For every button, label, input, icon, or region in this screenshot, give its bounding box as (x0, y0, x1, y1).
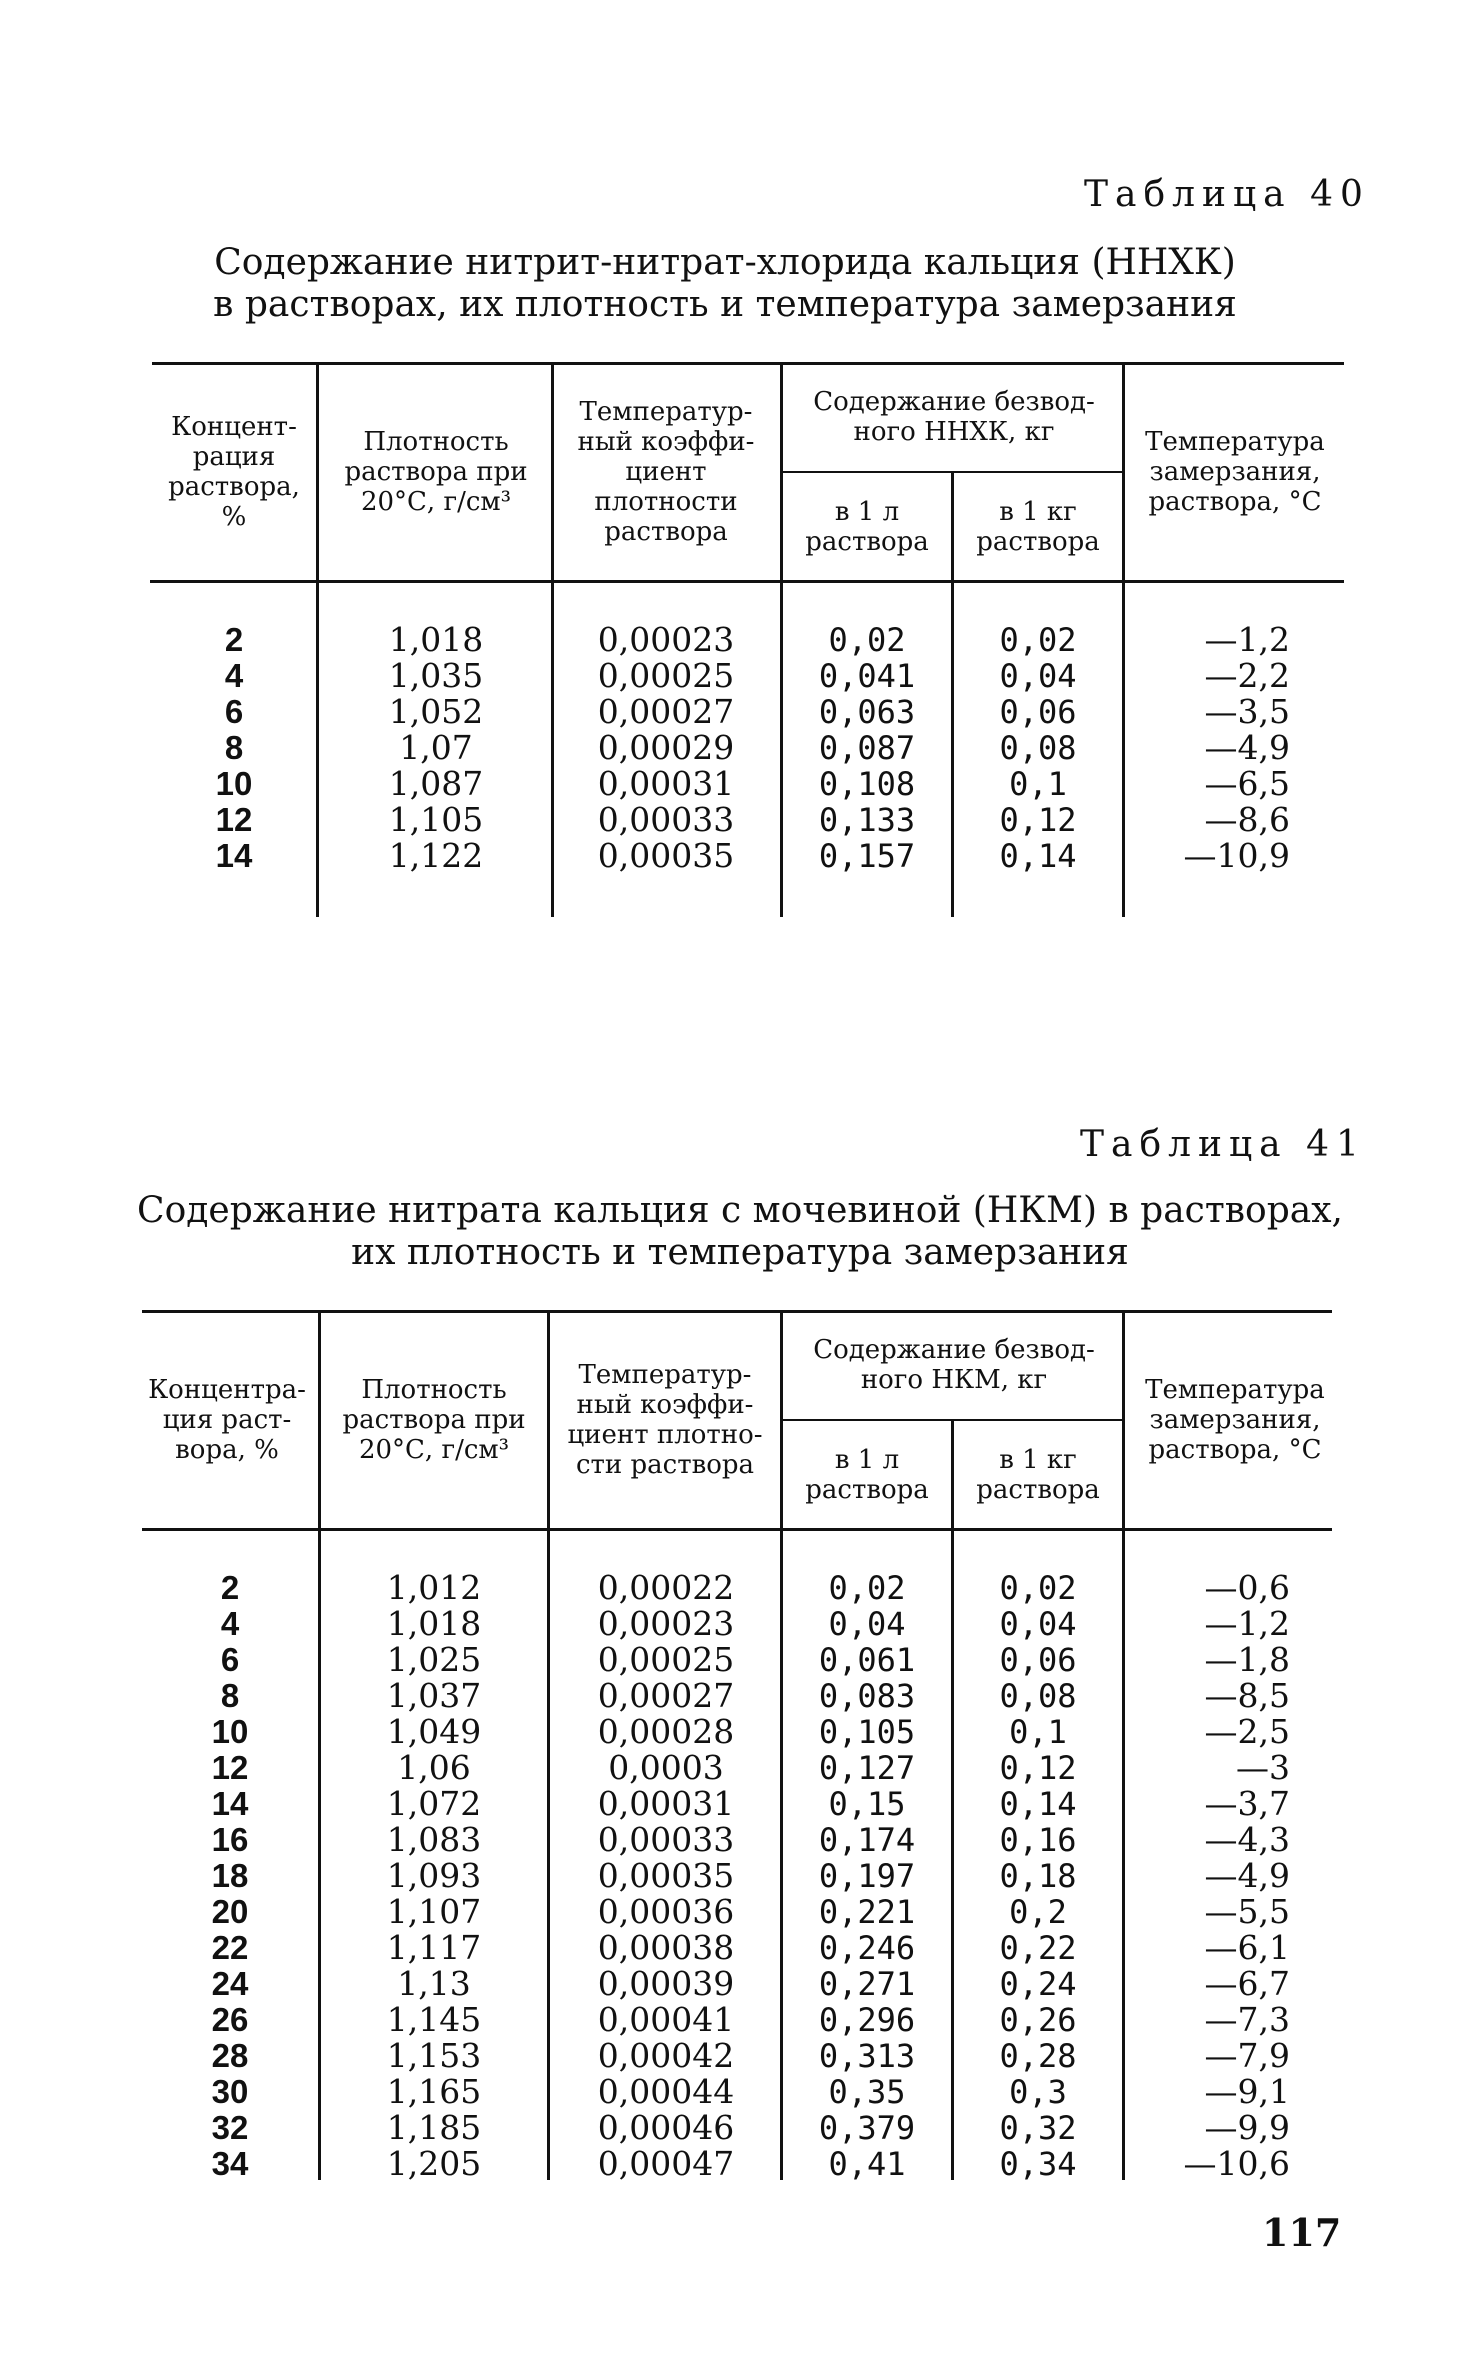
table-41-vrule-1 (318, 1310, 321, 2180)
table-cell: 24 (211, 1965, 249, 2002)
table-cell: 0,14 (999, 1785, 1077, 1823)
table-40-header-per-kg: в 1 кг раствора (976, 497, 1100, 557)
table-cell: 1,035 (388, 656, 484, 695)
table-40-header-density: Плотность раствора при 20°С, г/см³ (344, 427, 528, 517)
table-40-title-line-1: Содержание нитрит-нитрат-хлорида кальция (ННХК) (214, 242, 1236, 283)
table-cell: 1,06 (397, 1748, 471, 1787)
table-cell: —10,6 (1183, 2144, 1290, 2183)
table-cell: 1,087 (388, 764, 484, 803)
table-cell: 0,34 (999, 2145, 1077, 2183)
table-cell: 0,08 (999, 729, 1077, 767)
table-41-col-freeze (1128, 1570, 1290, 2182)
table-41-label: Таблица 41 (1080, 1124, 1366, 1165)
table-cell: 0,1 (1009, 765, 1067, 803)
table-cell: 0,04 (999, 1605, 1077, 1643)
table-cell: 0,00027 (597, 692, 735, 731)
table-41-col-density (330, 1570, 538, 2182)
table-cell: 16 (211, 1821, 249, 1858)
table-cell: 0,06 (999, 1641, 1077, 1679)
table-41-header-freeze: Температура замерзания, раствора, °С (1145, 1375, 1325, 1465)
table-cell: 0,313 (818, 2037, 916, 2075)
table-cell: —7,9 (1204, 2036, 1290, 2075)
table-cell: 1,037 (386, 1676, 482, 1715)
table-cell: 0,12 (999, 801, 1077, 839)
table-cell: 1,052 (388, 692, 484, 731)
table-cell: 0,105 (818, 1713, 916, 1751)
table-cell: 10 (215, 765, 253, 802)
table-cell: 14 (215, 837, 253, 874)
table-cell: 1,025 (386, 1640, 482, 1679)
table-cell: 4 (220, 1605, 240, 1642)
table-cell: —2,5 (1204, 1712, 1290, 1751)
table-cell: —7,3 (1204, 2000, 1290, 2039)
table-cell: 0,00038 (597, 1928, 735, 1967)
table-cell: 1,012 (386, 1568, 482, 1607)
table-cell: 0,04 (828, 1605, 906, 1643)
table-cell: 1,145 (386, 2000, 482, 2039)
table-cell: 0,18 (999, 1857, 1077, 1895)
table-cell: 0,2 (1009, 1893, 1067, 1931)
table-cell: 8 (220, 1677, 240, 1714)
table-cell: 0,221 (818, 1893, 916, 1931)
table-cell: 0,02 (828, 1569, 906, 1607)
table-cell: —4,3 (1204, 1820, 1290, 1859)
table-cell: —1,2 (1204, 1604, 1290, 1643)
table-cell: 0,041 (818, 657, 916, 695)
table-cell: —1,8 (1204, 1640, 1290, 1679)
table-cell: 1,093 (386, 1856, 482, 1895)
table-cell: 0,063 (818, 693, 916, 731)
table-cell: 0,02 (828, 621, 906, 659)
table-cell: —8,6 (1204, 800, 1290, 839)
table-cell: 8 (224, 729, 244, 766)
table-cell: 0,00031 (597, 764, 735, 803)
table-41-col-concentration (142, 1570, 318, 2182)
table-cell: 0,271 (818, 1965, 916, 2003)
table-cell: 0,00039 (597, 1964, 735, 2003)
table-cell: 1,122 (388, 836, 484, 875)
table-cell: 0,108 (818, 765, 916, 803)
table-cell: —6,5 (1204, 764, 1290, 803)
table-cell: 0,00035 (597, 1856, 735, 1895)
table-cell: 0,12 (999, 1749, 1077, 1787)
table-cell: —2,2 (1204, 656, 1290, 695)
table-cell: 1,049 (386, 1712, 482, 1751)
table-cell: 6 (220, 1641, 240, 1678)
table-cell: 0,174 (818, 1821, 916, 1859)
table-cell: 1,205 (386, 2144, 482, 2183)
table-40-header-content: Содержание безвод-ного ННХК, кг (813, 387, 1095, 447)
table-cell: 1,107 (386, 1892, 482, 1931)
table-cell: 0,22 (999, 1929, 1077, 1967)
table-cell: 26 (211, 2001, 249, 2038)
table-cell: 0,00044 (597, 2072, 735, 2111)
table-cell: 1,165 (386, 2072, 482, 2111)
table-cell: 0,00047 (597, 2144, 735, 2183)
table-cell: 4 (224, 657, 244, 694)
table-cell: 0,00033 (597, 1820, 735, 1859)
table-cell: 0,00023 (597, 1604, 735, 1643)
table-cell: —1,2 (1204, 620, 1290, 659)
table-cell: 0,00042 (597, 2036, 735, 2075)
table-cell: 1,185 (386, 2108, 482, 2147)
table-cell: 6 (224, 693, 244, 730)
table-cell: 1,083 (386, 1820, 482, 1859)
table-cell: 2 (224, 621, 244, 658)
table-cell: 0,3 (1009, 2073, 1067, 2111)
table-41-title-line-1: Содержание нитрата кальция с мочевиной (НКМ) в растворах, (137, 1190, 1343, 1231)
table-cell: —9,9 (1204, 2108, 1290, 2147)
table-cell: 0,0003 (608, 1748, 724, 1787)
table-cell: 1,13 (397, 1964, 471, 2003)
table-41-vrule-3 (780, 1310, 783, 2180)
table-cell: 0,14 (999, 837, 1077, 875)
table-cell: 0,00033 (597, 800, 735, 839)
table-cell: —5,5 (1204, 1892, 1290, 1931)
table-cell: 0,00035 (597, 836, 735, 875)
table-cell: 0,00036 (597, 1892, 735, 1931)
table-cell: 0,133 (818, 801, 916, 839)
table-cell: 0,26 (999, 2001, 1077, 2039)
table-41-header-concentration: Концентра-ция раст-вора, % (148, 1375, 306, 1465)
table-40-title-line-2: в растворах, их плотность и температура замерзания (213, 284, 1237, 325)
table-cell: 0,08 (999, 1677, 1077, 1715)
table-cell: —8,5 (1204, 1676, 1290, 1715)
table-41-vrule-4 (951, 1419, 954, 2180)
table-cell: 28 (211, 2037, 249, 2074)
table-cell: 0,32 (999, 2109, 1077, 2147)
table-cell: —4,9 (1204, 728, 1290, 767)
table-cell: 0,04 (999, 657, 1077, 695)
table-cell: 2 (220, 1569, 240, 1606)
table-cell: 0,24 (999, 1965, 1077, 2003)
table-cell: 0,35 (828, 2073, 906, 2111)
table-cell: 0,00041 (597, 2000, 735, 2039)
table-cell: 0,00023 (597, 620, 735, 659)
table-cell: 0,246 (818, 1929, 916, 1967)
table-cell: 0,083 (818, 1677, 916, 1715)
table-cell: 34 (211, 2145, 249, 2182)
table-41-col-per-kg (955, 1570, 1121, 2182)
table-cell: 10 (211, 1713, 249, 1750)
page-number: 117 (1262, 2210, 1342, 2255)
table-cell: 12 (211, 1749, 249, 1786)
table-cell: 14 (211, 1785, 249, 1822)
table-cell: 0,00029 (597, 728, 735, 767)
table-cell: 1,117 (386, 1928, 482, 1967)
table-cell: 1,153 (386, 2036, 482, 2075)
table-40-header-concentration: Концент-рация раствора, % (168, 412, 300, 532)
table-41-header-per-l: в 1 л раствора (805, 1445, 929, 1505)
table-cell: 0,197 (818, 1857, 916, 1895)
table-cell: 0,00025 (597, 1640, 735, 1679)
table-41-header-density: Плотность раствора при 20°С, г/см³ (342, 1375, 526, 1465)
table-cell: 0,00025 (597, 656, 735, 695)
table-cell: 1,072 (386, 1784, 482, 1823)
table-cell: 0,061 (818, 1641, 916, 1679)
table-41-col-coef (556, 1570, 776, 2182)
table-41-header-content: Содержание безвод-ного НКМ, кг (813, 1335, 1095, 1395)
table-41-vrule-5 (1122, 1310, 1125, 2180)
table-cell: 0,00046 (597, 2108, 735, 2147)
table-cell: —3,7 (1204, 1784, 1290, 1823)
table-cell: 32 (211, 2109, 249, 2146)
table-40-header-per-l: в 1 л раствора (805, 497, 929, 557)
table-cell: 12 (215, 801, 253, 838)
table-cell: 20 (211, 1893, 249, 1930)
table-41-header-per-kg: в 1 кг раствора (976, 1445, 1100, 1505)
table-cell: —3,5 (1204, 692, 1290, 731)
table-cell: 0,28 (999, 2037, 1077, 2075)
table-cell: 0,1 (1009, 1713, 1067, 1751)
table-cell: 1,105 (388, 800, 484, 839)
table-cell: 0,157 (818, 837, 916, 875)
table-cell: 0,00028 (597, 1712, 735, 1751)
table-cell: 22 (211, 1929, 249, 1966)
table-cell: —0,6 (1204, 1568, 1290, 1607)
table-cell: —10,9 (1183, 836, 1290, 875)
table-cell: —3 (1236, 1748, 1290, 1787)
table-cell: 1,018 (388, 620, 484, 659)
table-cell: 0,087 (818, 729, 916, 767)
table-cell: 0,00027 (597, 1676, 735, 1715)
table-40-header-coef: Температур-ный коэффи-циент плотности раствора (577, 397, 755, 547)
table-cell: 30 (211, 2073, 249, 2110)
table-cell: 0,06 (999, 693, 1077, 731)
table-40-header-freeze: Температура замерзания, раствора, °С (1145, 427, 1325, 517)
table-cell: 18 (211, 1857, 249, 1894)
table-cell: —4,9 (1204, 1856, 1290, 1895)
table-cell: 0,41 (828, 2145, 906, 2183)
table-cell: —9,1 (1204, 2072, 1290, 2111)
table-cell: 0,16 (999, 1821, 1077, 1859)
table-cell: 0,00022 (597, 1568, 735, 1607)
table-cell: 0,379 (818, 2109, 916, 2147)
table-41-col-per-l (784, 1570, 950, 2182)
table-40-label: Таблица 40 (1084, 174, 1370, 215)
table-41-title-line-2: их плотность и температура замерзания (351, 1232, 1129, 1273)
table-cell: 0,296 (818, 2001, 916, 2039)
table-cell: 0,15 (828, 1785, 906, 1823)
table-41-header-coef: Температур-ный коэффи-циент плотно-сти раствора (567, 1360, 763, 1480)
table-cell: —6,1 (1204, 1928, 1290, 1967)
table-cell: 1,07 (399, 728, 473, 767)
table-cell: 0,02 (999, 621, 1077, 659)
table-cell: 0,127 (818, 1749, 916, 1787)
table-cell: 0,02 (999, 1569, 1077, 1607)
table-41-vrule-2 (547, 1310, 550, 2180)
table-cell: 1,018 (386, 1604, 482, 1643)
table-cell: 0,00031 (597, 1784, 735, 1823)
table-cell: —6,7 (1204, 1964, 1290, 2003)
